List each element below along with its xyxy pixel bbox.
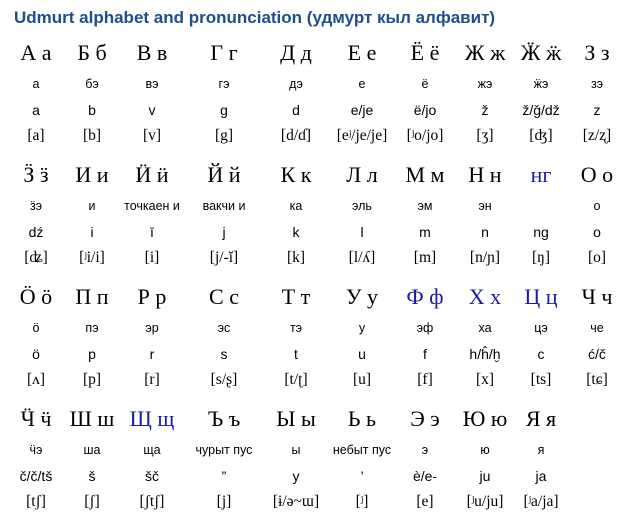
cell-letter: И и bbox=[75, 162, 109, 187]
cell-name: ы bbox=[291, 443, 301, 457]
cell-ipa: [ʃ] bbox=[84, 493, 100, 510]
cell-name: эль bbox=[352, 199, 372, 213]
cell-letter: Ф ф bbox=[406, 284, 444, 309]
cell-name: ша bbox=[83, 443, 101, 457]
cell-ipa: [z/ʐ] bbox=[582, 127, 612, 144]
cell-name: че bbox=[590, 321, 604, 335]
cell-name: у bbox=[358, 321, 366, 335]
cell-ipa: [ʃtʃ] bbox=[139, 493, 165, 510]
cell-letter: Ь ь bbox=[347, 406, 377, 431]
cell-translit: n bbox=[481, 224, 489, 240]
cell-name: дэ bbox=[289, 77, 303, 91]
cell-name: гэ bbox=[218, 77, 230, 91]
cell-translit: h/ĥ/ḫ bbox=[469, 346, 501, 362]
cell-letter: Л л bbox=[346, 162, 378, 187]
cell-letter: Ӧ ӧ bbox=[19, 284, 53, 309]
cell-name: эс bbox=[217, 321, 231, 335]
cell-translit: ž bbox=[481, 102, 489, 118]
cell-ipa: [eʲ/je/je] bbox=[336, 127, 388, 144]
cell-name: вэ bbox=[145, 77, 159, 91]
cell-name: эн bbox=[478, 199, 492, 213]
cell-translit: ö bbox=[32, 346, 40, 362]
cell-name: ща bbox=[143, 443, 161, 457]
cell-name: о bbox=[593, 199, 601, 213]
cell-name: ӵэ bbox=[29, 443, 43, 457]
cell-ipa: [ʲo/jo] bbox=[406, 127, 444, 144]
cell-translit: ī bbox=[150, 224, 154, 240]
cell-letter: С с bbox=[209, 284, 239, 309]
cell-ipa: [p] bbox=[82, 371, 102, 388]
cell-translit: d bbox=[292, 102, 300, 118]
cell-translit: c bbox=[537, 346, 545, 362]
cell-letter: Т т bbox=[281, 284, 311, 309]
cell-letter: К к bbox=[280, 162, 312, 187]
cell-ipa: [n/ɲ] bbox=[469, 249, 501, 266]
cell-translit: s bbox=[220, 346, 228, 362]
cell-ipa: [ʤ] bbox=[529, 127, 553, 144]
cell-translit: u bbox=[358, 346, 366, 362]
cell-ipa: [ʲ] bbox=[355, 493, 369, 510]
cell-name: ё bbox=[421, 77, 429, 91]
cell-name: жэ bbox=[477, 77, 493, 91]
cell-ipa: [u] bbox=[352, 371, 372, 388]
cell-ipa: [g] bbox=[214, 127, 234, 144]
cell-translit: ’ bbox=[360, 468, 364, 484]
cell-letter: Б б bbox=[77, 40, 107, 65]
cell-ipa: [ʲu/ju] bbox=[466, 493, 504, 510]
cell-name: пэ bbox=[85, 321, 99, 335]
cell-name: эм bbox=[417, 199, 433, 213]
cell-ipa: [ʲa/ja] bbox=[523, 493, 559, 510]
cell-translit: i bbox=[90, 224, 94, 240]
cell-ipa: [r] bbox=[144, 371, 160, 388]
cell-translit: r bbox=[149, 346, 155, 362]
cell-ipa: [v] bbox=[142, 127, 162, 144]
cell-letter: Э э bbox=[410, 406, 440, 431]
cell-translit: p bbox=[88, 346, 96, 362]
cell-ipa: [k] bbox=[286, 249, 306, 266]
cell-letter: Ы ы bbox=[276, 406, 316, 431]
cell-letter: О о bbox=[580, 162, 614, 187]
cell-name: вакчи и bbox=[202, 199, 246, 213]
cell-letter: Й й bbox=[207, 162, 241, 187]
cell-translit: l bbox=[360, 224, 364, 240]
cell-translit: ć/č bbox=[588, 346, 606, 362]
cell-translit: ” bbox=[221, 468, 227, 484]
cell-ipa: [f] bbox=[417, 371, 433, 388]
cell-letter: Ӥ ӥ bbox=[135, 162, 169, 187]
cell-letter: Ч ч bbox=[581, 284, 613, 309]
cell-letter: Ӵ ӵ bbox=[20, 406, 52, 431]
cell-name: цэ bbox=[534, 321, 548, 335]
cell-name: ӟэ bbox=[29, 199, 43, 213]
cell-name: чурыт пус bbox=[195, 443, 253, 457]
cell-translit: ž/ǧ/dž bbox=[522, 102, 560, 118]
cell-translit: š bbox=[88, 468, 96, 484]
cell-translit: č/č/tš bbox=[19, 468, 53, 484]
cell-letter: А а bbox=[20, 40, 52, 65]
cell-letter: нг bbox=[530, 162, 552, 187]
cell-ipa: [i] bbox=[144, 249, 160, 266]
cell-letter: Щ щ bbox=[129, 406, 175, 431]
cell-ipa: [l/ʎ] bbox=[348, 249, 376, 266]
cell-letter: Е е bbox=[347, 40, 377, 65]
cell-letter: Я я bbox=[525, 406, 557, 431]
cell-ipa: [ɨ/ə~ɯ] bbox=[272, 493, 320, 510]
cell-translit: v bbox=[148, 102, 156, 118]
cell-translit: m bbox=[419, 224, 431, 240]
cell-ipa: [a] bbox=[27, 127, 45, 144]
cell-ipa: [m] bbox=[413, 249, 437, 266]
cell-translit: šč bbox=[145, 468, 159, 484]
cell-name: я bbox=[537, 443, 545, 457]
cell-translit: o bbox=[593, 224, 601, 240]
cell-ipa: [o] bbox=[587, 249, 607, 266]
cell-name: ка bbox=[289, 199, 303, 213]
cell-name: эр bbox=[145, 321, 159, 335]
cell-letter: Ю ю bbox=[462, 406, 508, 431]
cell-ipa: [s/ʂ] bbox=[210, 371, 238, 388]
cell-translit: ë/jo bbox=[413, 102, 437, 118]
cell-letter: Р р bbox=[137, 284, 167, 309]
cell-ipa: [tɕ] bbox=[586, 371, 608, 388]
cell-translit: k bbox=[292, 224, 300, 240]
cell-translit: e/je bbox=[350, 102, 374, 118]
cell-ipa: [ŋ] bbox=[532, 249, 550, 266]
cell-translit: ja bbox=[535, 468, 547, 484]
cell-translit: ng bbox=[533, 224, 549, 240]
cell-name: и bbox=[88, 199, 96, 213]
cell-name: бэ bbox=[85, 77, 99, 91]
cell-letter: Ё ё bbox=[410, 40, 440, 65]
cell-ipa: [ʥ] bbox=[24, 249, 48, 266]
cell-letter: Ӝ ӝ bbox=[520, 40, 562, 65]
cell-letter: В в bbox=[136, 40, 168, 65]
cell-letter: Ъ ъ bbox=[207, 406, 241, 431]
cell-ipa: [ts] bbox=[530, 371, 552, 388]
cell-translit: a bbox=[32, 102, 40, 118]
cell-name: е bbox=[358, 77, 366, 91]
cell-translit: dź bbox=[28, 224, 44, 240]
cell-letter: Ш ш bbox=[69, 406, 115, 431]
cell-name: э bbox=[421, 443, 429, 457]
cell-ipa: [j] bbox=[216, 493, 232, 510]
cell-ipa: [e] bbox=[416, 493, 434, 510]
cell-letter: З з bbox=[584, 40, 610, 65]
cell-name: ю bbox=[480, 443, 490, 457]
cell-translit: f bbox=[423, 346, 427, 362]
cell-letter: Г г bbox=[210, 40, 238, 65]
cell-ipa: [b] bbox=[82, 127, 102, 144]
cell-letter: Н н bbox=[468, 162, 502, 187]
cell-ipa: [ʌ] bbox=[26, 371, 46, 388]
cell-ipa: [x] bbox=[475, 371, 495, 388]
cell-name: ӝэ bbox=[533, 77, 549, 91]
cell-translit: è/e- bbox=[412, 468, 438, 484]
cell-letter: У у bbox=[345, 284, 379, 309]
cell-ipa: [j/-ĭ] bbox=[209, 249, 239, 266]
cell-translit: b bbox=[88, 102, 96, 118]
cell-translit: ju bbox=[479, 468, 491, 484]
cell-translit: g bbox=[220, 102, 228, 118]
cell-letter: П п bbox=[75, 284, 109, 309]
cell-letter: Ц ц bbox=[524, 284, 558, 309]
cell-translit: y bbox=[292, 468, 300, 484]
cell-letter: Ж ж bbox=[464, 40, 506, 65]
cell-name: зэ bbox=[590, 77, 604, 91]
cell-name: эф bbox=[416, 321, 434, 335]
page-title: Udmurt alphabet and pronunciation (удмурт кыл алфавит) bbox=[14, 8, 496, 27]
cell-letter: Д д bbox=[280, 40, 312, 65]
cell-ipa: [ʲi/i] bbox=[79, 249, 105, 266]
cell-name: точкаен и bbox=[124, 199, 180, 213]
cell-letter: Ӟ ӟ bbox=[23, 162, 49, 187]
cell-ipa: [ʒ] bbox=[476, 127, 494, 144]
cell-name: ӧ bbox=[32, 321, 40, 335]
cell-name: а bbox=[32, 77, 40, 91]
cell-name: ха bbox=[478, 321, 492, 335]
cell-name: небыт пус bbox=[332, 443, 392, 457]
cell-ipa: [t/ʈ] bbox=[284, 371, 308, 388]
cell-translit: j bbox=[222, 224, 226, 240]
cell-letter: М м bbox=[405, 162, 445, 187]
cell-translit: z bbox=[593, 102, 601, 118]
cell-name: тэ bbox=[289, 321, 303, 335]
cell-translit: t bbox=[294, 346, 298, 362]
cell-ipa: [tʃ] bbox=[26, 493, 46, 510]
cell-ipa: [d/ɗ] bbox=[280, 127, 312, 144]
cell-letter: Х х bbox=[468, 284, 502, 309]
